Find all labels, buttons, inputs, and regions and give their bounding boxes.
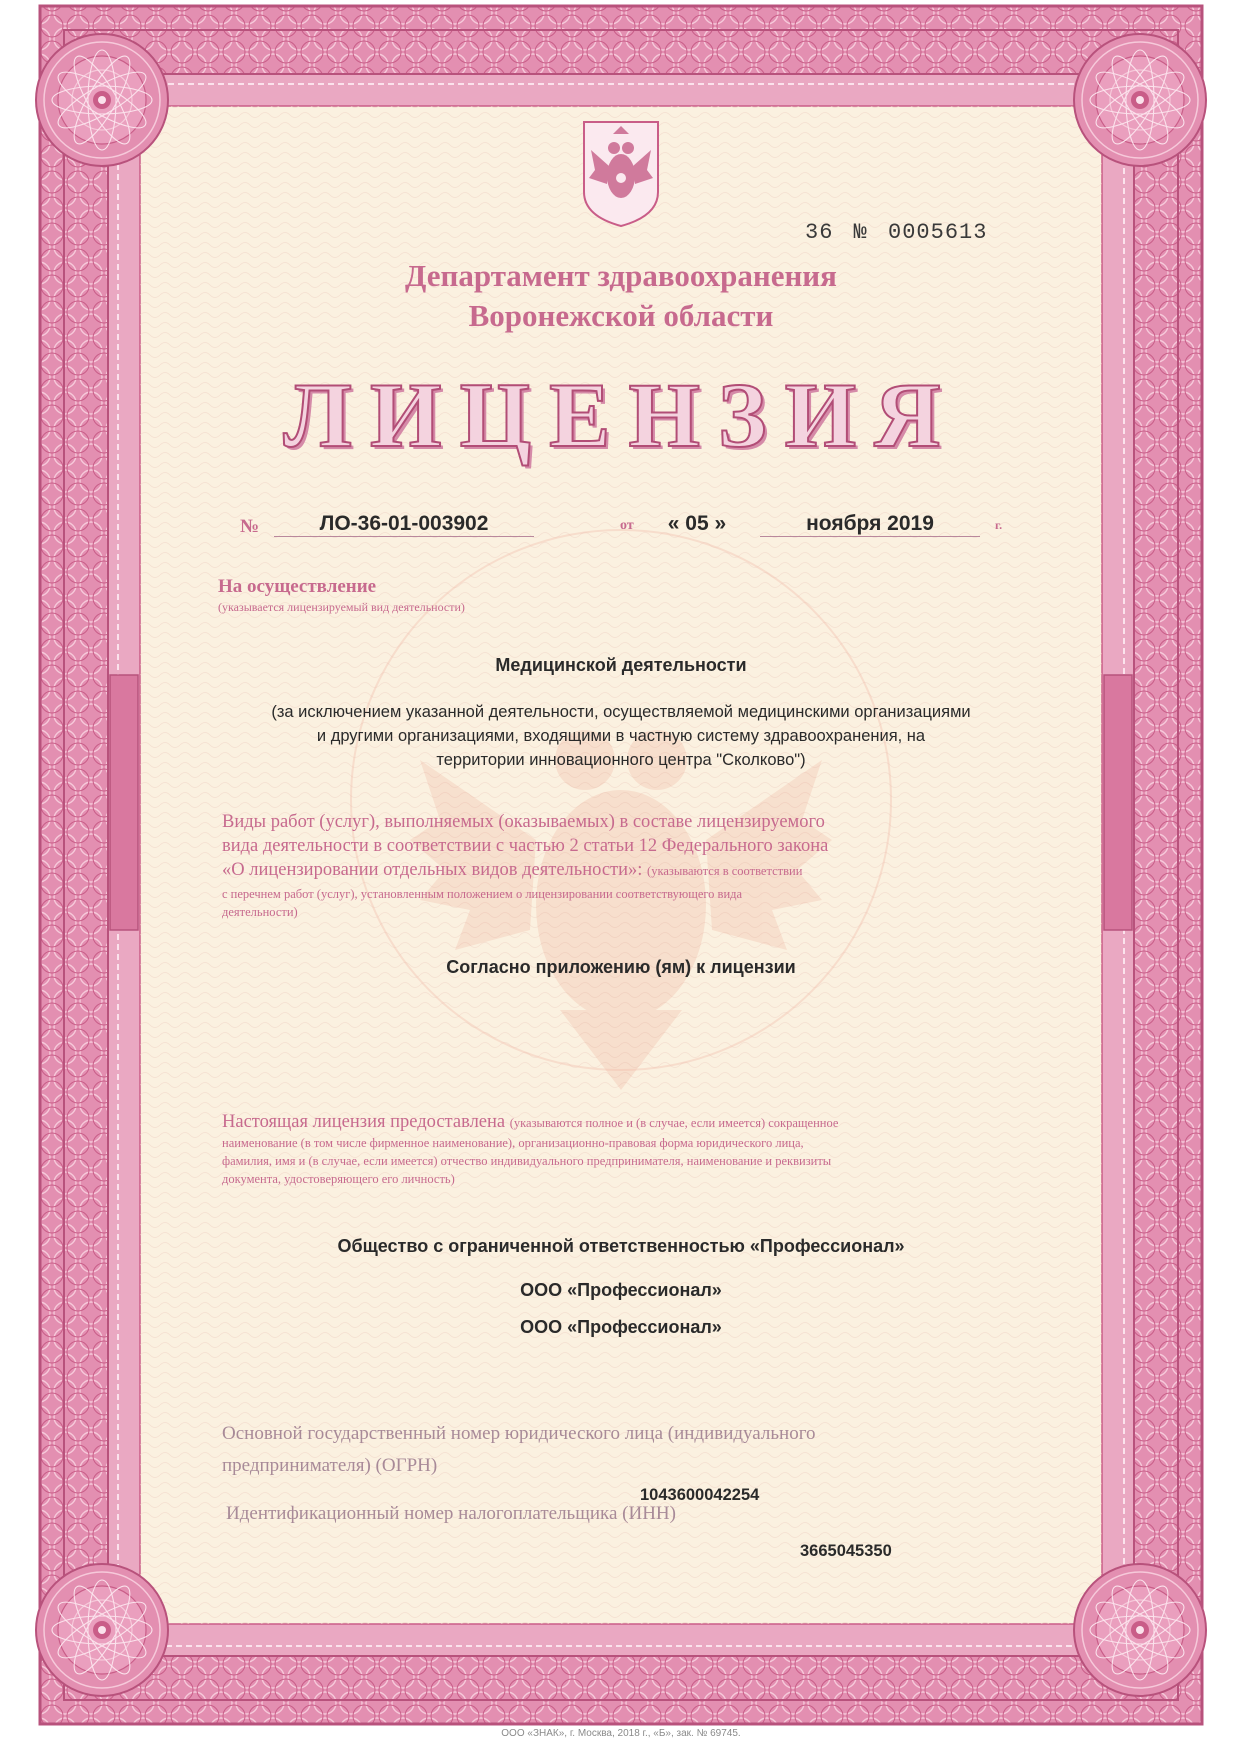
left-side-tab (110, 675, 138, 930)
right-side-tab (1104, 675, 1132, 930)
license-number-sign: № (240, 516, 260, 537)
issuer-line-2: Воронежской области (468, 298, 774, 333)
license-date-from: от (620, 518, 634, 533)
rosette-bottom-left (36, 1564, 168, 1696)
works-label-3: «О лицензировании отдельных видов деятельности»: (222, 860, 643, 880)
activity-value: Медицинской деятельности (495, 655, 747, 675)
activity-label: На осуществление (218, 576, 377, 597)
ogrn-value: 1043600042254 (640, 1486, 760, 1504)
license-date-day: « 05 » (667, 512, 727, 535)
granted-hint-1: (указываются полное и (в случае, если имеется) сокращенное (509, 1116, 839, 1130)
rosette-bottom-right (1074, 1564, 1206, 1696)
emblem-icon (584, 122, 658, 226)
printer-imprint: ООО «ЗНАК», г. Москва, 2018 г., «Б», зак. № 69745. (501, 1728, 741, 1739)
granted-hint-4: документа, удостоверяющего его личность) (222, 1172, 455, 1186)
license-year-suffix: г. (995, 518, 1003, 532)
granted-hint-3: фамилия, имя и (в случае, если имеется) отчество индивидуального предпринимателя, наименование и реквизиты (222, 1154, 832, 1168)
works-label-3-line (222, 860, 802, 881)
works-value: Согласно приложению (ям) к лицензии (446, 957, 796, 977)
granted-line-1 (222, 1112, 838, 1133)
granted-hint-2: наименование (в том числе фирменное наименование), организационно-правовая форма юридического лица, (222, 1136, 804, 1150)
works-hint-3: (указываются в соответствии (647, 864, 803, 878)
activity-note-2: и другими организациями, входящими в частную систему здравоохранения, на (316, 727, 926, 745)
activity-note-3: территории инновационного центра "Сколково") (436, 751, 806, 769)
rosette-top-left (36, 34, 168, 166)
activity-hint: (указывается лицензируемый вид деятельности) (218, 600, 465, 614)
org-short-name-2: ООО «Профессионал» (520, 1317, 722, 1337)
org-short-name-1: ООО «Профессионал» (520, 1280, 722, 1300)
works-label-2: вида деятельности в соответствии с частью 2 статьи 12 Федерального закона (222, 836, 829, 856)
inn-label: Идентификационный номер налогоплательщика (ИНН) (226, 1503, 676, 1524)
blank-number-sign: № (853, 220, 868, 245)
license-date-month-year: ноября 2019 (760, 512, 980, 537)
org-full-name: Общество с ограниченной ответственностью «Профессионал» (337, 1236, 905, 1256)
license-number: ЛО-36-01-003902 (274, 512, 534, 537)
works-hint-4: с перечнем работ (услуг), установленным положением о лицензировании соответствующего вида (222, 887, 743, 901)
works-hint-5: деятельности) (222, 905, 298, 919)
granted-label: Настоящая лицензия предоставлена (222, 1112, 506, 1132)
blank-number (805, 220, 987, 245)
inn-value: 3665045350 (800, 1542, 892, 1560)
ogrn-label-2: предпринимателя) (ОГРН) (222, 1455, 438, 1476)
rosette-top-right (1074, 34, 1206, 166)
activity-note-1: (за исключением указанной деятельности, осуществляемой медицинскими организациями (271, 703, 971, 721)
works-label-1: Виды работ (услуг), выполняемых (оказываемых) в составе лицензируемого (222, 812, 825, 832)
issuer-line-1: Департамент здравоохранения (405, 258, 837, 293)
blank-series: 36 (805, 220, 834, 245)
ogrn-label-1: Основной государственный номер юридического лица (индивидуального (222, 1423, 816, 1444)
license-number-row (240, 512, 1030, 548)
document-title: ЛИЦЕНЗИЯ (283, 364, 959, 466)
blank-number-value: 0005613 (888, 220, 988, 245)
